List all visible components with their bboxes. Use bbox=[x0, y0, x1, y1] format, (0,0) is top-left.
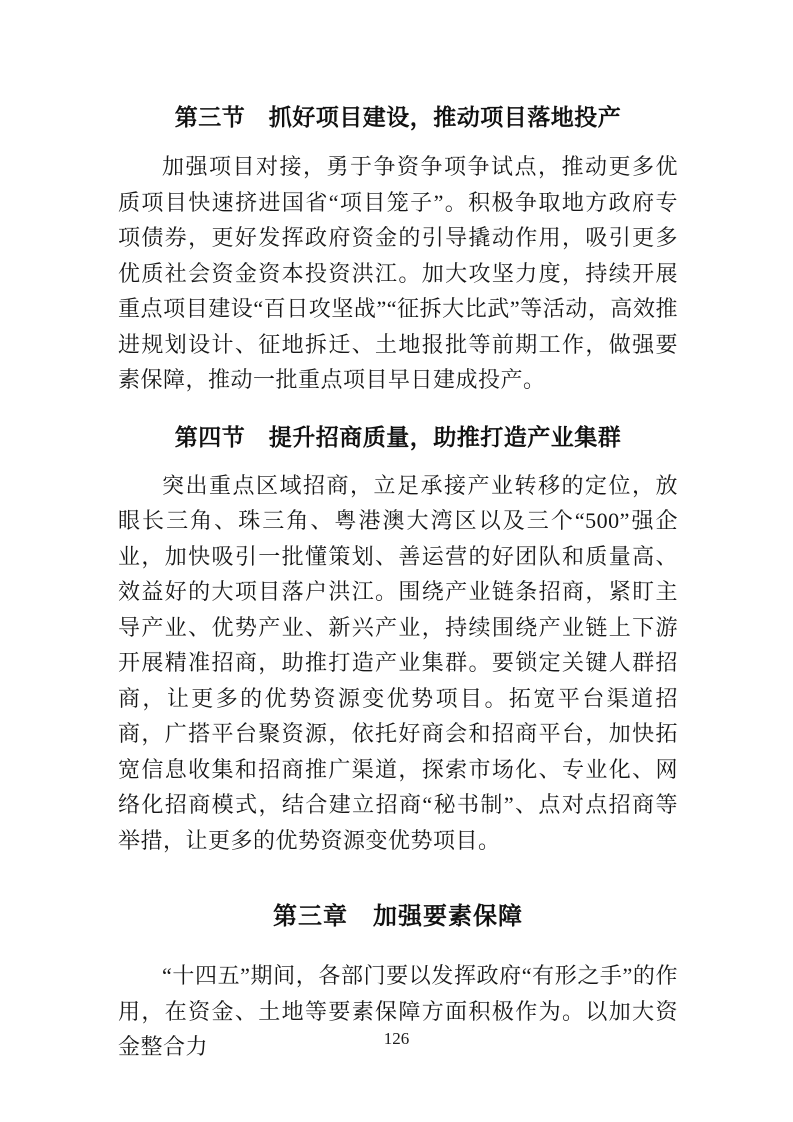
chapter-3-heading: 第三章 加强要素保障 bbox=[273, 903, 523, 930]
section-4-heading: 第四节 提升招商质量，助推打造产业集群 bbox=[174, 424, 622, 450]
section-4-paragraph: 突出重点区域招商，立足承接产业转移的定位，放眼长三角、珠三角、粤港澳大湾区以及三个“500”强企业，加快吸引一批懂策划、善运营的好团队和质量高、效益好的大项目落户洪江。围绕产业链条招商，紧盯主导产业、优势产业、新兴产业，持续围绕产业链上下游开展精准招商，助推打造产业集群。要锁定关键人群招商，让更多的优势资源变优势项目。拓宽平台渠道招商，广搭平台聚资源，依托好商会和招商平台，加快拓宽信息收集和招商推广渠道，探索市场化、专业化、网络化招商模式，结合建立招商“秘书制”、点对点招商等举措，让更多的优势资源变优势项目。 bbox=[118, 472, 678, 853]
chapter-3-paragraph: “十四五”期间，各部门要以发挥政府“有形之手”的作用，在资金、土地等要素保障方面积极作为。以加大资金整合力 bbox=[118, 963, 678, 1059]
document-content bbox=[118, 100, 678, 1065]
section-3-heading: 第三节 抓好项目建设，推动项目落地投产 bbox=[174, 105, 622, 130]
page-number: 126 bbox=[383, 1029, 410, 1048]
section-3-paragraph: 加强项目对接，勇于争资争项争试点，推动更多优质项目快速挤进国省“项目笼子”。积极争取地方政府专项债券，更好发挥政府资金的引导撬动作用，吸引更多优质社会资金资本投资洪江。加大攻坚力度，持续开展重点项目建设“百日攻坚战”“征拆大比武”等活动，高效推进规划设计、征地拆迁、土地报批等前期工作，做强要素保障，推动一批重点项目早日建成投产。 bbox=[118, 154, 678, 392]
